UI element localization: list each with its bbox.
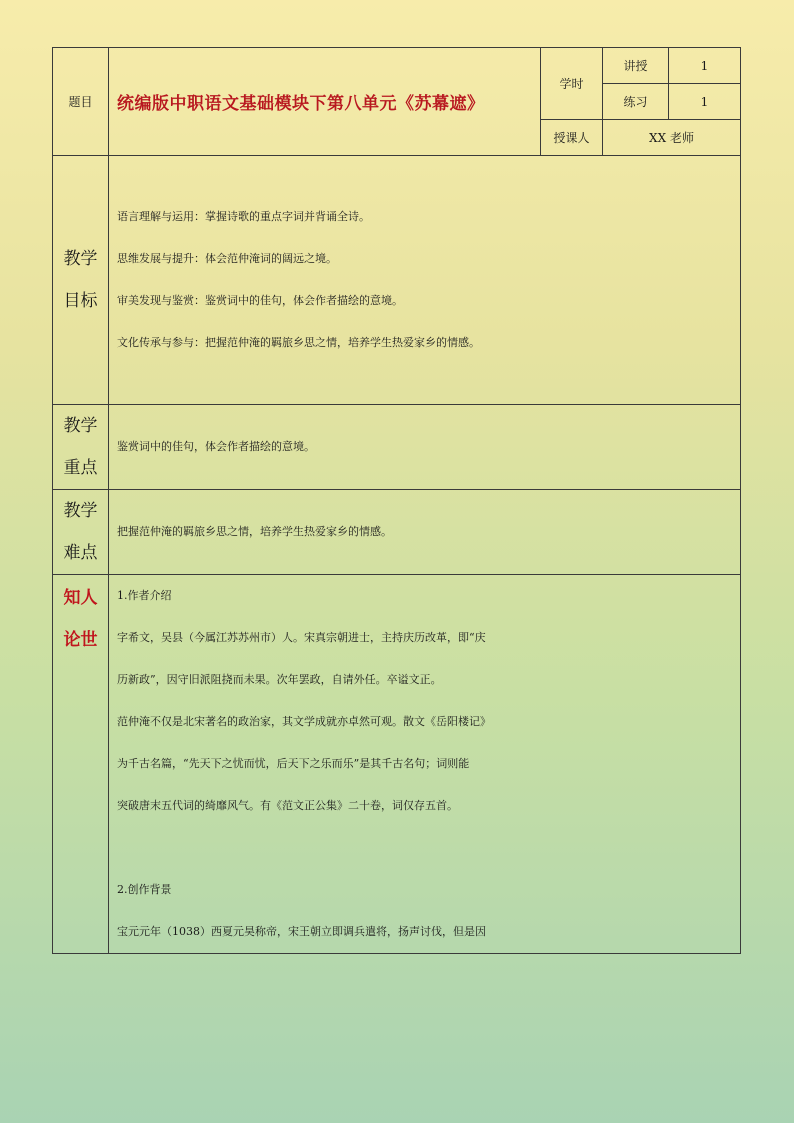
- lesson-plan-sheet: [52, 47, 740, 945]
- key-points-content: [109, 405, 741, 490]
- background-label-line2: 论世: [63, 630, 98, 650]
- lecture-label: 讲授: [603, 48, 669, 84]
- background-label: [53, 575, 109, 954]
- paragraph-line: 范仲淹不仅是北宋著名的政治家，其文学成就亦卓然可观。散文《岳阳楼记》: [117, 715, 491, 728]
- paragraph-line: 突破唐末五代词的绮靡风气。有《范文正公集》二十卷，词仅存五首。: [117, 799, 458, 812]
- difficulties-label-line1: 教学: [63, 501, 98, 521]
- goals-label: [53, 156, 109, 405]
- paragraph-line: 宝元元年（1038）西夏元昊称帝，宋王朝立即调兵遣将，扬声讨伐，但是因: [117, 925, 486, 938]
- background-content: [109, 575, 741, 954]
- difficulties-label-line2: 难点: [63, 543, 98, 563]
- difficulties-text: 把握范仲淹的羁旅乡思之情，培养学生热爱家乡的情感。: [117, 525, 392, 538]
- paragraph-line: 为千古名篇，“先天下之忧而忧，后天下之乐而乐”是其千古名句；词则能: [117, 757, 470, 770]
- goals-content: [109, 156, 741, 405]
- practice-label: 练习: [603, 84, 669, 120]
- lesson-plan-table: [52, 47, 741, 954]
- topic-label: 题目: [53, 48, 109, 156]
- practice-hours: 1: [669, 84, 741, 120]
- goal-item: 审美发现与鉴赏：鉴赏词中的佳句，体会作者描绘的意境。: [117, 294, 403, 307]
- key-points-label: [53, 405, 109, 490]
- lesson-title: 统编版中职语文基础模块下第八单元《苏幕遮》: [109, 48, 541, 156]
- paragraph-line: 历新政”，因守旧派阻挠而未果。次年罢政，自请外任。卒谥文正。: [117, 673, 442, 686]
- difficulties-label: [53, 490, 109, 575]
- key-points-text: 鉴赏词中的佳句，体会作者描绘的意境。: [117, 440, 315, 453]
- goal-item: 语言理解与运用：掌握诗歌的重点字词并背诵全诗。: [117, 210, 370, 223]
- hours-label: 学时: [541, 48, 603, 120]
- key-points-label-line2: 重点: [63, 458, 98, 478]
- difficulties-content: [109, 490, 741, 575]
- paragraph-line: 字希文，吴县（今属江苏苏州市）人。宋真宗朝进士，主持庆历改革，即“庆: [117, 631, 486, 644]
- goal-item: 文化传承与参与：把握范仲淹的羁旅乡思之情，培养学生热爱家乡的情感。: [117, 336, 480, 349]
- goal-item: 思维发展与提升：体会范仲淹词的阔远之境。: [117, 252, 337, 265]
- teacher-name: XX 老师: [603, 120, 741, 156]
- background-label-line1: 知人: [63, 588, 98, 608]
- lecture-hours: 1: [669, 48, 741, 84]
- key-points-label-line1: 教学: [63, 416, 98, 436]
- background-heading: 2.创作背景: [117, 883, 172, 896]
- author-heading: 1.作者介绍: [117, 589, 172, 602]
- teacher-label: 授课人: [541, 120, 603, 156]
- goals-label-line2: 目标: [63, 291, 98, 311]
- goals-label-line1: 教学: [63, 249, 98, 269]
- blank-line: [117, 827, 736, 869]
